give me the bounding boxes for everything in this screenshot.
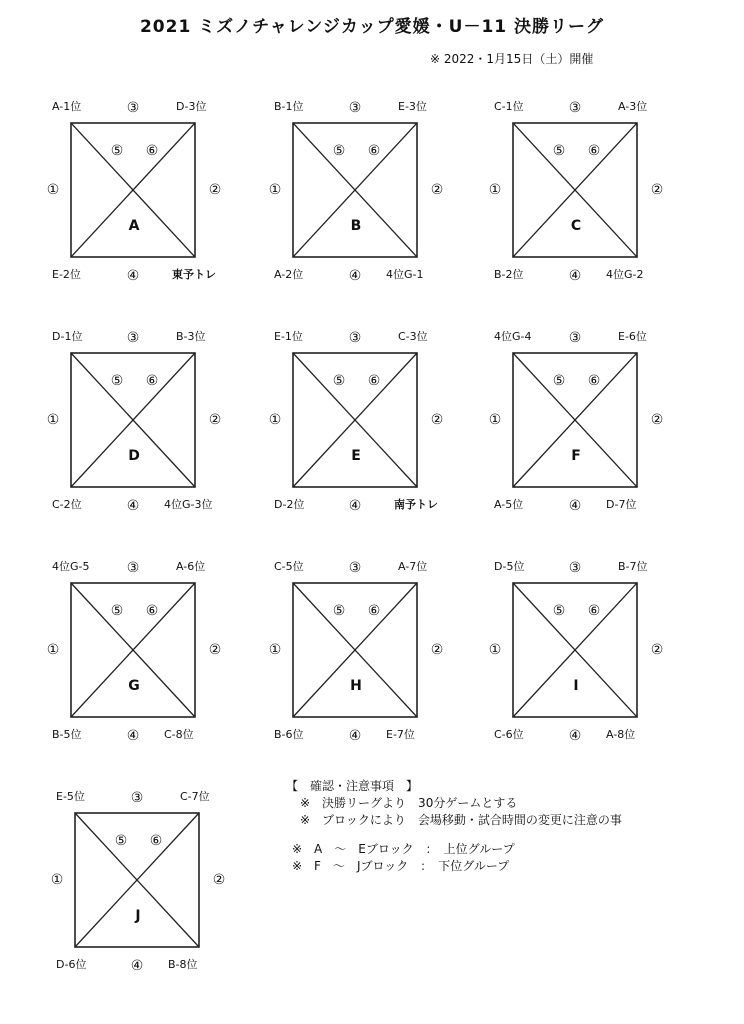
match-2: ②: [212, 872, 226, 888]
match-1: ①: [46, 182, 60, 198]
team-top-left: E-5位: [56, 790, 85, 803]
match-2: ②: [208, 182, 222, 198]
match-3: ③: [126, 560, 140, 576]
match-3: ③: [130, 790, 144, 806]
block-diagram: [512, 122, 638, 258]
match-1: ①: [268, 642, 282, 658]
team-bottom-left: D-2位: [274, 498, 305, 511]
match-4: ④: [126, 498, 140, 514]
event-date: ※ 2022・1月15日（土）開催: [430, 52, 594, 66]
team-bottom-left: B-2位: [494, 268, 524, 281]
match-5: ⑤: [110, 143, 124, 159]
team-bottom-right: 4位G-2: [606, 268, 644, 281]
block-i: [488, 560, 692, 760]
block-square: [292, 122, 418, 258]
block-diagram: [512, 582, 638, 718]
team-bottom-right: 南予トレ: [394, 498, 438, 511]
match-4: ④: [130, 958, 144, 974]
notes-heading: 【 確認・注意事項 】: [286, 779, 419, 793]
team-top-left: D-5位: [494, 560, 525, 573]
match-5: ⑤: [114, 833, 128, 849]
team-top-right: A-6位: [176, 560, 206, 573]
note-line-4: ※ F ～ Jブロック ： 下位グループ: [292, 859, 510, 873]
match-6: ⑥: [587, 143, 601, 159]
match-2: ②: [430, 412, 444, 428]
team-bottom-left: E-2位: [52, 268, 81, 281]
match-2: ②: [430, 182, 444, 198]
team-bottom-left: B-6位: [274, 728, 304, 741]
block-name: B: [350, 218, 362, 234]
match-6: ⑥: [367, 143, 381, 159]
block-name: H: [350, 678, 362, 694]
block-square: [70, 582, 196, 718]
block-square: [512, 582, 638, 718]
block-j: [50, 790, 254, 990]
block-b: [268, 100, 472, 300]
match-1: ①: [50, 872, 64, 888]
team-top-left: A-1位: [52, 100, 82, 113]
team-top-left: C-5位: [274, 560, 304, 573]
match-5: ⑤: [332, 143, 346, 159]
block-f: [488, 330, 692, 530]
block-diagram: [70, 582, 196, 718]
match-1: ①: [488, 642, 502, 658]
match-3: ③: [568, 560, 582, 576]
team-bottom-right: B-8位: [168, 958, 198, 971]
block-d: [46, 330, 250, 530]
match-2: ②: [208, 642, 222, 658]
match-2: ②: [650, 182, 664, 198]
match-2: ②: [430, 642, 444, 658]
match-6: ⑥: [145, 373, 159, 389]
match-1: ①: [268, 412, 282, 428]
match-3: ③: [348, 100, 362, 116]
match-4: ④: [348, 728, 362, 744]
block-g: [46, 560, 250, 760]
match-6: ⑥: [149, 833, 163, 849]
team-bottom-right: D-7位: [606, 498, 637, 511]
block-name: D: [128, 448, 140, 464]
block-square: [292, 352, 418, 488]
match-6: ⑥: [367, 373, 381, 389]
team-top-right: B-3位: [176, 330, 206, 343]
team-top-right: C-7位: [180, 790, 210, 803]
match-5: ⑤: [552, 373, 566, 389]
block-name: F: [571, 448, 581, 464]
block-c: [488, 100, 692, 300]
block-square: [512, 352, 638, 488]
block-diagram: [70, 352, 196, 488]
match-6: ⑥: [145, 143, 159, 159]
block-diagram: [292, 352, 418, 488]
match-3: ③: [348, 560, 362, 576]
block-square: [74, 812, 200, 948]
match-6: ⑥: [145, 603, 159, 619]
team-bottom-left: A-5位: [494, 498, 524, 511]
team-top-right: A-3位: [618, 100, 648, 113]
team-bottom-right: 東予トレ: [172, 268, 216, 281]
match-3: ③: [126, 100, 140, 116]
team-bottom-left: B-5位: [52, 728, 82, 741]
block-square: [70, 352, 196, 488]
match-4: ④: [126, 268, 140, 284]
team-top-left: C-1位: [494, 100, 524, 113]
team-bottom-right: 4位G-3位: [164, 498, 213, 511]
team-top-right: C-3位: [398, 330, 428, 343]
block-diagram: [74, 812, 200, 948]
match-4: ④: [568, 728, 582, 744]
match-1: ①: [268, 182, 282, 198]
team-bottom-right: C-8位: [164, 728, 194, 741]
page-title: 2021 ミズノチャレンジカップ愛媛・U－11 決勝リーグ: [139, 17, 605, 37]
team-top-left: B-1位: [274, 100, 304, 113]
match-1: ①: [46, 412, 60, 428]
team-top-right: E-6位: [618, 330, 647, 343]
team-bottom-right: A-8位: [606, 728, 636, 741]
team-top-right: E-3位: [398, 100, 427, 113]
match-5: ⑤: [332, 603, 346, 619]
match-3: ③: [568, 100, 582, 116]
block-name: J: [135, 908, 141, 924]
block-square: [70, 122, 196, 258]
match-5: ⑤: [110, 373, 124, 389]
block-diagram: [70, 122, 196, 258]
team-bottom-left: D-6位: [56, 958, 87, 971]
note-line-3: ※ A ～ Eブロック ： 上位グループ: [292, 842, 515, 856]
team-top-right: A-7位: [398, 560, 428, 573]
team-top-right: B-7位: [618, 560, 648, 573]
block-name: E: [351, 448, 361, 464]
team-top-right: D-3位: [176, 100, 207, 113]
team-bottom-left: A-2位: [274, 268, 304, 281]
team-bottom-left: C-2位: [52, 498, 82, 511]
team-bottom-left: C-6位: [494, 728, 524, 741]
team-top-left: 4位G-4: [494, 330, 532, 343]
block-h: [268, 560, 472, 760]
team-bottom-right: 4位G-1: [386, 268, 424, 281]
match-5: ⑤: [552, 143, 566, 159]
match-3: ③: [126, 330, 140, 346]
block-diagram: [292, 582, 418, 718]
block-square: [292, 582, 418, 718]
block-square: [512, 122, 638, 258]
team-top-left: 4位G-5: [52, 560, 90, 573]
block-a: [46, 100, 250, 300]
match-6: ⑥: [587, 603, 601, 619]
block-name: G: [128, 678, 140, 694]
match-4: ④: [568, 268, 582, 284]
notes-section: [286, 778, 622, 875]
match-5: ⑤: [110, 603, 124, 619]
match-2: ②: [208, 412, 222, 428]
match-3: ③: [568, 330, 582, 346]
match-1: ①: [488, 412, 502, 428]
block-name: I: [573, 678, 579, 694]
match-4: ④: [568, 498, 582, 514]
block-name: A: [128, 218, 140, 234]
team-top-left: D-1位: [52, 330, 83, 343]
match-6: ⑥: [587, 373, 601, 389]
match-6: ⑥: [367, 603, 381, 619]
match-4: ④: [126, 728, 140, 744]
note-line-2: ※ ブロックにより 会場移動・試合時間の変更に注意の事: [300, 813, 622, 827]
block-e: [268, 330, 472, 530]
match-2: ②: [650, 412, 664, 428]
block-name: C: [570, 218, 582, 234]
match-1: ①: [46, 642, 60, 658]
match-1: ①: [488, 182, 502, 198]
note-line-1: ※ 決勝リーグより 30分ゲームとする: [300, 796, 518, 810]
match-5: ⑤: [332, 373, 346, 389]
match-3: ③: [348, 330, 362, 346]
block-diagram: [512, 352, 638, 488]
match-2: ②: [650, 642, 664, 658]
match-5: ⑤: [552, 603, 566, 619]
match-4: ④: [348, 268, 362, 284]
team-top-left: E-1位: [274, 330, 303, 343]
match-4: ④: [348, 498, 362, 514]
block-diagram: [292, 122, 418, 258]
team-bottom-right: E-7位: [386, 728, 415, 741]
